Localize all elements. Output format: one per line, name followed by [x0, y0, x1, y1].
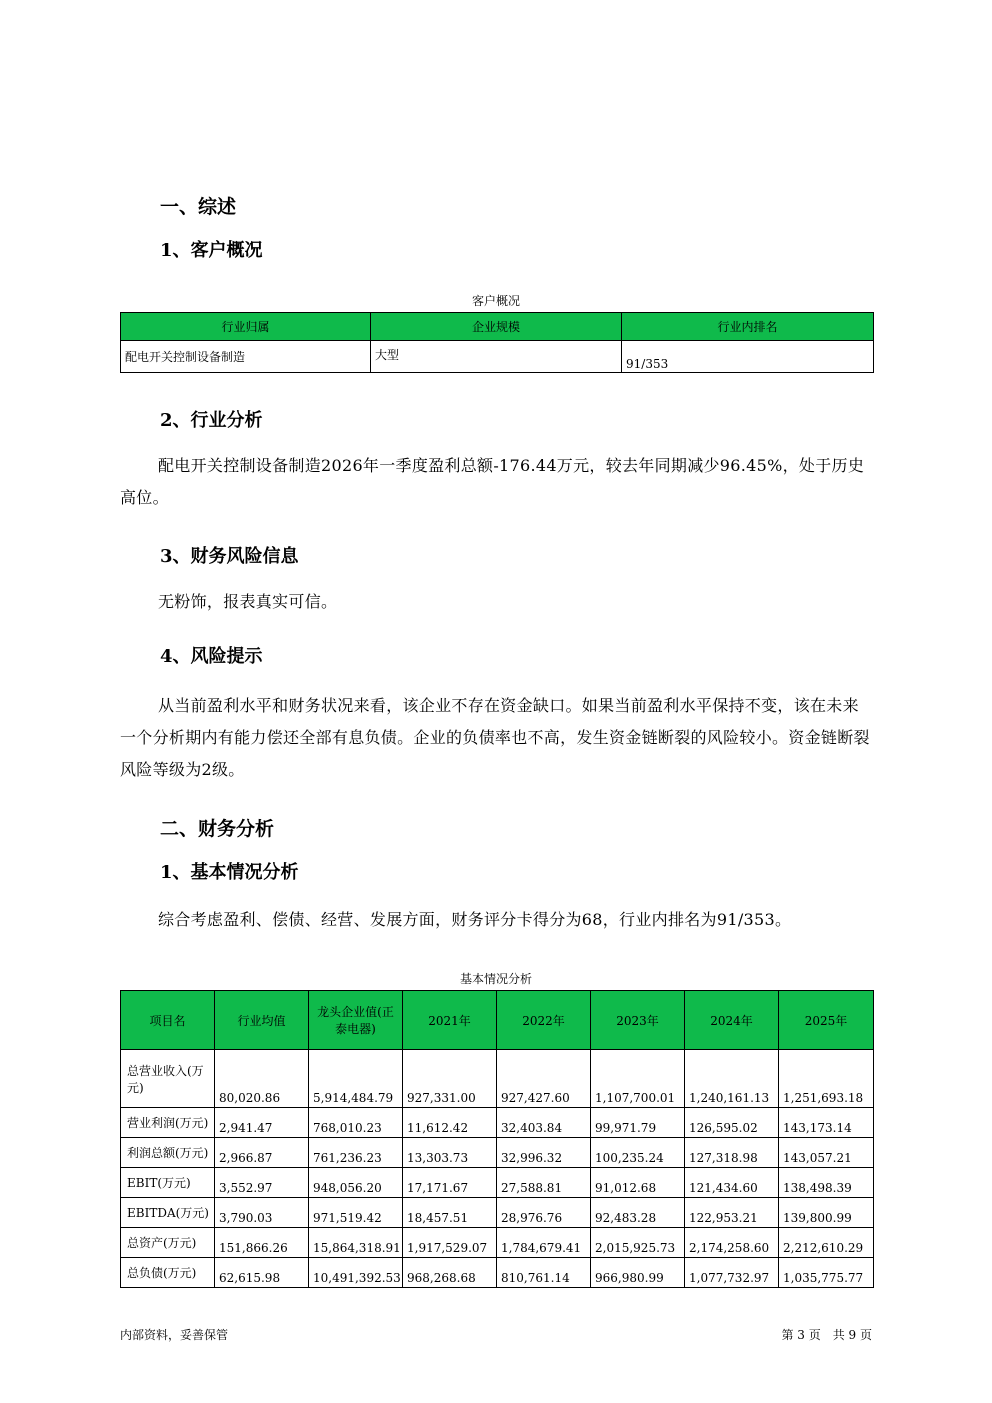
table-cell: 1,251,693.18 — [779, 1050, 874, 1108]
table-row — [121, 1108, 874, 1138]
table-cell: 810,761.14 — [497, 1258, 591, 1288]
section-title-overview: 一、综述 — [160, 196, 237, 218]
cell-rank: 91/353 — [622, 341, 874, 373]
subsection-title-basic: 1、基本情况分析 — [160, 862, 299, 883]
footer-confidential: 内部资料，妥善保管 — [120, 1328, 229, 1342]
subsection-title-risk-warning: 4、风险提示 — [160, 646, 263, 667]
table-caption-client: 客户概况 — [471, 294, 520, 308]
header-industry: 行业归属 — [121, 313, 371, 341]
table-cell: 13,303.73 — [403, 1138, 497, 1168]
table-row — [121, 1050, 874, 1108]
table-cell: 127,318.98 — [685, 1138, 779, 1168]
table-row — [121, 1198, 874, 1228]
table-cell: 2,015,925.73 — [591, 1228, 685, 1258]
table-cell: 2,966.87 — [215, 1138, 309, 1168]
table-cell: 138,498.39 — [779, 1168, 874, 1198]
table-cell: 971,519.42 — [309, 1198, 403, 1228]
table-cell: 3,552.97 — [215, 1168, 309, 1198]
header-rank: 行业内排名 — [622, 313, 874, 341]
basic-analysis-text: 综合考虑盈利、偿债、经营、发展方面，财务评分卡得分为68，行业内排名为91/353。 — [158, 910, 792, 929]
table-caption-basic: 基本情况分析 — [459, 972, 532, 986]
section-title-financial: 二、财务分析 — [160, 818, 275, 840]
subsection-title-industry: 2、行业分析 — [160, 410, 263, 431]
table-row — [121, 1228, 874, 1258]
table-cell: 139,800.99 — [779, 1198, 874, 1228]
table-cell: 2,212,610.29 — [779, 1228, 874, 1258]
table-cell: 1,917,529.07 — [403, 1228, 497, 1258]
table-header-row — [121, 991, 874, 1050]
row-label: 利润总额(万元) — [121, 1138, 215, 1168]
subsection-title-client: 1、客户概况 — [160, 240, 263, 261]
client-overview-table — [120, 312, 874, 373]
table-cell: 1,107,700.01 — [591, 1050, 685, 1108]
table-cell: 32,403.84 — [497, 1108, 591, 1138]
table-cell: 143,057.21 — [779, 1138, 874, 1168]
cell-scale: 大型 — [371, 341, 622, 373]
table-cell: 151,866.26 — [215, 1228, 309, 1258]
table-cell: 761,236.23 — [309, 1138, 403, 1168]
row-label: EBIT(万元) — [121, 1168, 215, 1198]
table-cell: 126,595.02 — [685, 1108, 779, 1138]
table-cell: 100,235.24 — [591, 1138, 685, 1168]
table-cell: 2,174,258.60 — [685, 1228, 779, 1258]
table-cell: 121,434.60 — [685, 1168, 779, 1198]
table-cell: 80,020.86 — [215, 1050, 309, 1108]
row-label: 营业利润(万元) — [121, 1108, 215, 1138]
table-row — [121, 1258, 874, 1288]
risk-warning-text: 从当前盈利水平和财务状况来看，该企业不存在资金缺口。如果当前盈利水平保持不变，该在未来一个分析期内有能力偿还全部有息负债。企业的负债率也不高，发生资金链断裂的风险较小。资金链断裂风险等级为2级。 — [120, 696, 870, 779]
table-cell: 28,976.76 — [497, 1198, 591, 1228]
table-cell: 62,615.98 — [215, 1258, 309, 1288]
header-2022: 2022年 — [497, 991, 591, 1050]
table-cell: 1,035,775.77 — [779, 1258, 874, 1288]
table-cell: 18,457.51 — [403, 1198, 497, 1228]
header-2021: 2021年 — [403, 991, 497, 1050]
table-cell: 1,240,161.13 — [685, 1050, 779, 1108]
row-label: 总负债(万元) — [121, 1258, 215, 1288]
table-cell: 92,483.28 — [591, 1198, 685, 1228]
header-industry-avg: 行业均值 — [215, 991, 309, 1050]
table-cell: 2,941.47 — [215, 1108, 309, 1138]
row-label: EBITDA(万元) — [121, 1198, 215, 1228]
table-cell: 99,971.79 — [591, 1108, 685, 1138]
table-cell: 5,914,484.79 — [309, 1050, 403, 1108]
table-row — [121, 341, 874, 373]
table-row — [121, 1168, 874, 1198]
table-cell: 91,012.68 — [591, 1168, 685, 1198]
table-row — [121, 1138, 874, 1168]
table-cell: 966,980.99 — [591, 1258, 685, 1288]
table-cell: 17,171.67 — [403, 1168, 497, 1198]
row-label: 总资产(万元) — [121, 1228, 215, 1258]
footer-page-number: 第 3 页 共 9 页 — [781, 1328, 872, 1342]
table-cell: 122,953.21 — [685, 1198, 779, 1228]
table-cell: 927,427.60 — [497, 1050, 591, 1108]
header-2025: 2025年 — [779, 991, 874, 1050]
header-scale: 企业规模 — [371, 313, 622, 341]
header-2023: 2023年 — [591, 991, 685, 1050]
table-cell: 15,864,318.91 — [309, 1228, 403, 1258]
table-cell: 968,268.68 — [403, 1258, 497, 1288]
risk-info-text: 无粉饰，报表真实可信。 — [158, 592, 338, 611]
header-leader: 龙头企业值(正泰电器) — [309, 991, 403, 1050]
table-cell: 3,790.03 — [215, 1198, 309, 1228]
table-cell: 27,588.81 — [497, 1168, 591, 1198]
table-cell: 11,612.42 — [403, 1108, 497, 1138]
header-2024: 2024年 — [685, 991, 779, 1050]
row-label: 总营业收入(万元) — [121, 1050, 215, 1108]
table-cell: 1,077,732.97 — [685, 1258, 779, 1288]
table-cell: 927,331.00 — [403, 1050, 497, 1108]
table-cell: 10,491,392.53 — [309, 1258, 403, 1288]
table-cell: 948,056.20 — [309, 1168, 403, 1198]
table-cell: 768,010.23 — [309, 1108, 403, 1138]
table-cell: 1,784,679.41 — [497, 1228, 591, 1258]
table-header-row — [121, 313, 874, 341]
cell-industry: 配电开关控制设备制造 — [121, 341, 371, 373]
subsection-title-risk-info: 3、财务风险信息 — [160, 546, 299, 567]
table-cell: 32,996.32 — [497, 1138, 591, 1168]
basic-analysis-table — [120, 990, 874, 1288]
table-cell: 143,173.14 — [779, 1108, 874, 1138]
industry-analysis-text: 配电开关控制设备制造2026年一季度盈利总额-176.44万元，较去年同期减少96.45%，处于历史高位。 — [120, 456, 865, 507]
header-item: 项目名 — [121, 991, 215, 1050]
